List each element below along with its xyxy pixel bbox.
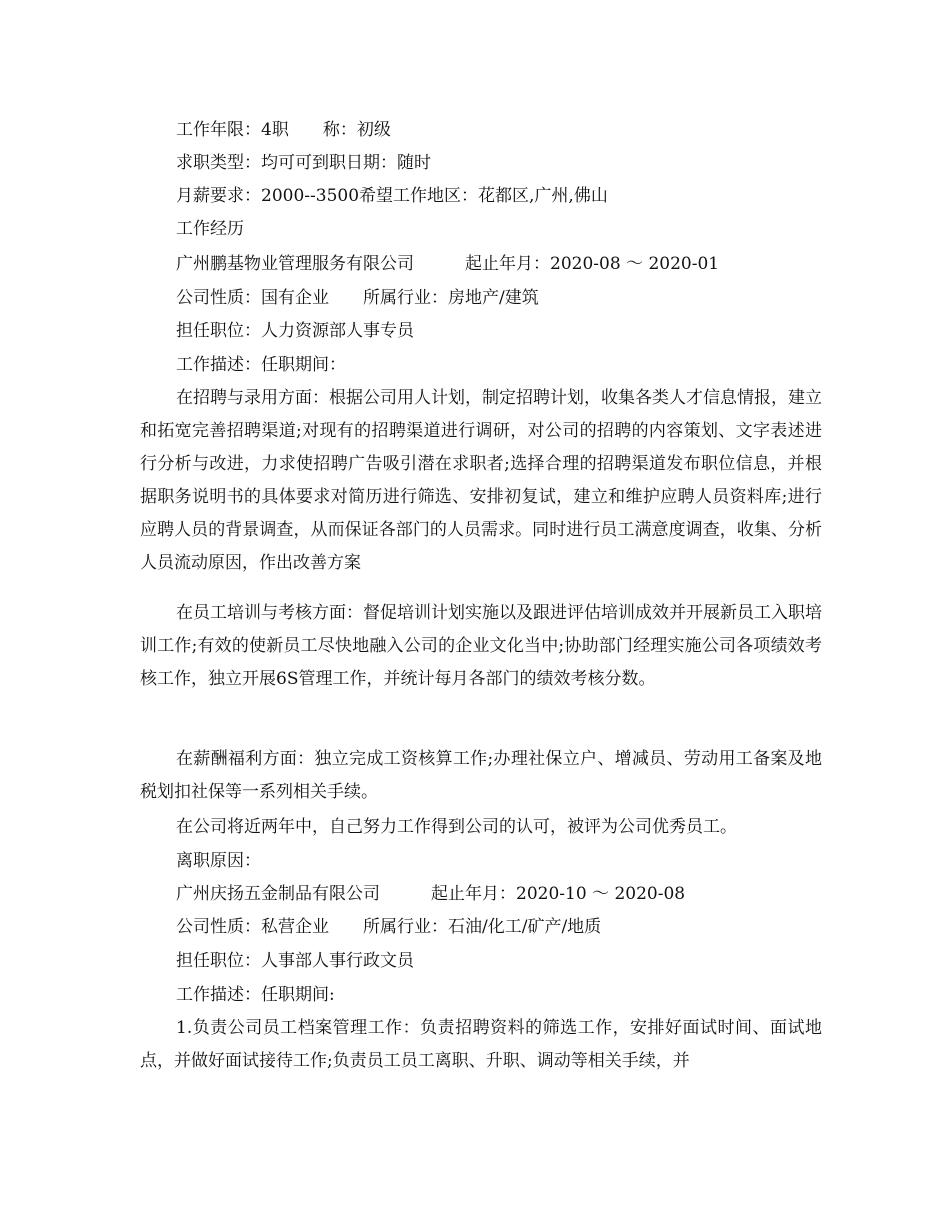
job-type-line: 求职类型：均可可到职日期：随时 (176, 153, 431, 173)
company-1-description-label: 工作描述：任职期间： (176, 355, 346, 375)
company-1-nature-line: 公司性质：国有企业 所属行业：房地产/建筑 (176, 288, 539, 308)
company-2-nature-line: 公司性质：私营企业 所属行业：石油/化工/矿产/地质 (176, 917, 602, 937)
company-2-position-line: 担任职位：人事部人事行政文员 (176, 951, 414, 971)
company-2-description-label: 工作描述：任职期间: (176, 985, 335, 1005)
recruitment-paragraph: 在招聘与录用方面：根据公司用人计划，制定招聘计划，收集各类人才信息情报，建立和拓宽完善招聘渠道;对现有的招聘渠道进行调研，对公司的招聘的内容策划、文字表述进行分析与改进，力求使招聘广告吸引潜在求职者;选择合理的招聘渠道发布职位信息，并根据职务说明书的具体要求对简历进行筛选、安排初复试，建立和维护应聘人员资料库;进行应聘人员的背景调查，从而保证各部门的人员需求。同时进行员工满意度调查，收集、分析人员流动原因，作出改善方案 (140, 388, 822, 573)
company-1-line: 广州鹏基物业管理服务有限公司 起止年月：2020-08 ～ 2020-01 (176, 254, 720, 274)
work-history-heading: 工作经历 (176, 219, 244, 239)
archive-management-paragraph: 1.负责公司员工档案管理工作：负责招聘资料的筛选工作，安排好面试时间、面试地点，并做好面试接待工作;负责员工员工离职、升职、调动等相关手续，并 (140, 1018, 822, 1071)
training-paragraph: 在员工培训与考核方面：督促培训计划实施以及跟进评估培训成效并开展新员工入职培训工作;有效的使新员工尽快地融入公司的企业文化当中;协助部门经理实施公司各项绩效考核工作，独立开展6S管理工作，并统计每月各部门的绩效考核分数。 (140, 603, 822, 689)
work-years-line: 工作年限：4职 称：初级 (176, 120, 391, 140)
company-1-position-line: 担任职位：人力资源部人事专员 (176, 321, 414, 341)
recognition-line: 在公司将近两年中，自己努力工作得到公司的认可，被评为公司优秀员工。 (176, 817, 737, 837)
company-2-line: 广州庆扬五金制品有限公司 起止年月：2020-10 ～ 2020-08 (176, 884, 686, 904)
salary-line: 月薪要求：2000--3500希望工作地区：花都区,广州,佛山 (176, 186, 608, 206)
leave-reason-line: 离职原因： (176, 851, 261, 871)
compensation-paragraph: 在薪酬福利方面：独立完成工资核算工作;办理社保立户、增减员、劳动用工备案及地税划扣社保等一系列相关手续。 (140, 749, 822, 802)
